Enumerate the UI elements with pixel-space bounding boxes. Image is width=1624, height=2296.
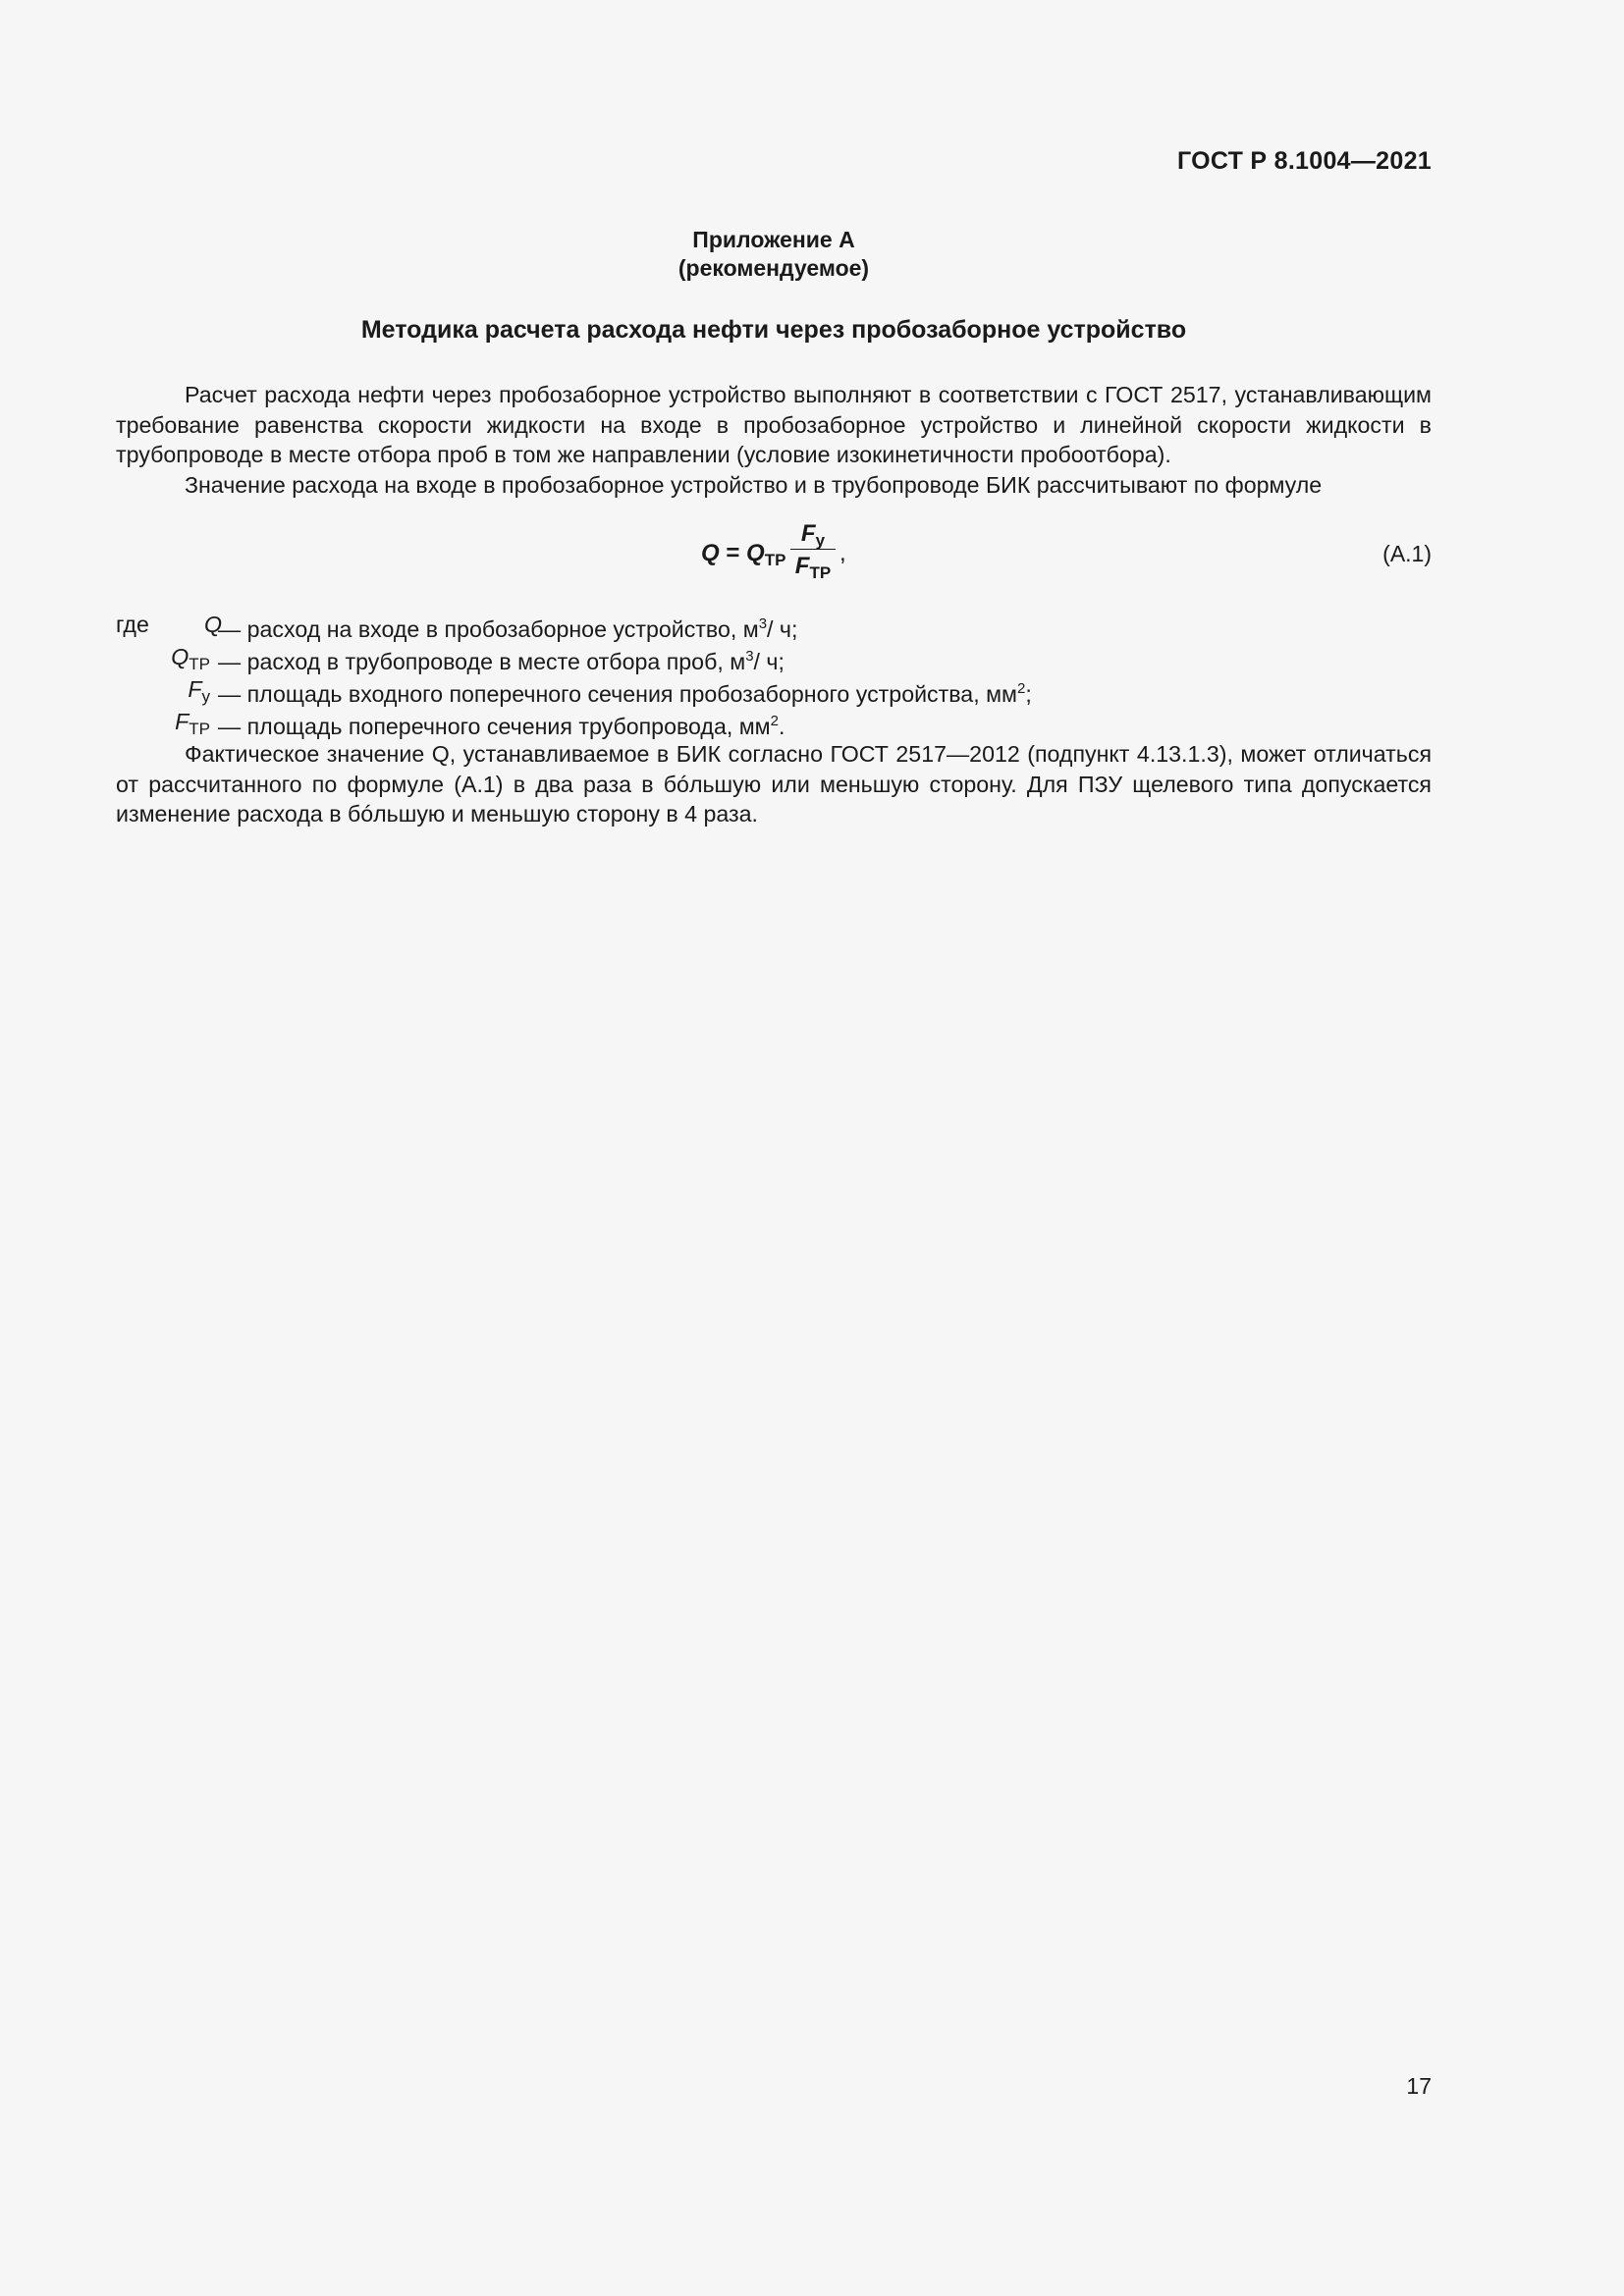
fraction-bar <box>790 549 836 550</box>
formula-q-subscript: ТР <box>764 551 786 569</box>
unit-superscript: 2 <box>770 713 779 729</box>
definition-item <box>116 610 1432 642</box>
symbol-subscript: ТР <box>189 720 210 738</box>
symbol-letter: F <box>188 676 202 702</box>
formula-den-symbol: F <box>794 553 810 579</box>
formula-num-symbol: F <box>800 520 816 547</box>
definition-description: — площадь входного поперечного сечения пробозаборного устройства, мм <box>218 681 1017 707</box>
definition-text <box>218 610 797 645</box>
unit-tail: / ч; <box>767 616 798 642</box>
paragraph-2: Значение расхода на входе в пробозаборное устройство и в трубопроводе БИК рассчитывают по формуле <box>185 471 1323 498</box>
paragraph-3: Фактическое значение Q, устанавливаемое в БИК согласно ГОСТ 2517—2012 (подпункт 4.13.1.3), может отличаться от рассчитанного по формуле (А.1) в два раза в бóльшую или меньшую сторону. Для ПЗУ щелевого типа допускается изменение расхода в бóльшую и меньшую сторону в 4 раза. <box>116 741 1432 827</box>
page-number: 17 <box>1406 2073 1432 2099</box>
formula-numerator <box>790 519 836 549</box>
formula-q-symbol: Q <box>746 540 765 566</box>
annex-label: Приложение А <box>692 227 855 252</box>
formula-den-subscript: ТР <box>809 563 832 582</box>
symbol-subscript: у <box>201 687 210 706</box>
paragraph-1: Расчет расхода нефти через пробозаборное устройство выполняют в соответствии с ГОСТ 2517, устанавливающим требование равенства скорости жидкости на входе в пробозаборное устройство и линейной скорости жидкости в трубопроводе в месте отбора проб в том же направлении (условие изокинетичности пробоотбора). <box>116 382 1432 467</box>
unit-tail: . <box>778 714 785 739</box>
equation-number: (А.1) <box>1382 541 1432 566</box>
annex-heading <box>116 226 1432 283</box>
annex-title: Методика расчета расхода нефти через пробозаборное устройство <box>360 316 1187 344</box>
formula-denominator <box>790 552 836 589</box>
symbol-letter: Q <box>203 612 222 637</box>
definitions-list <box>116 610 1432 739</box>
annex-status: (рекомендуемое) <box>677 255 870 281</box>
formula-comma: , <box>839 540 846 566</box>
where-word: где <box>116 612 149 637</box>
symbol-subscript: ТР <box>189 655 210 673</box>
unit-superscript: 3 <box>745 648 754 665</box>
definition-item <box>116 674 1432 707</box>
unit-superscript: 2 <box>1016 680 1026 697</box>
definition-symbol <box>175 707 210 745</box>
formula-num-subscript: у <box>815 531 826 550</box>
definition-description: — расход на входе в пробозаборное устройство, м <box>218 616 759 642</box>
symbol-letter: Q <box>171 644 189 669</box>
formula-equals: = <box>726 540 740 566</box>
definition-text <box>218 642 785 677</box>
formula-a1 <box>701 520 846 582</box>
formula-fraction <box>790 519 836 589</box>
definition-text <box>218 707 785 742</box>
unit-tail: / ч; <box>753 649 785 674</box>
formula-row <box>116 500 1432 610</box>
definition-text <box>218 674 1032 710</box>
formula-lhs: Q <box>701 540 720 566</box>
document-body <box>116 380 1432 829</box>
definition-description: — расход в трубопроводе в месте отбора проб, м <box>218 649 746 674</box>
standard-number: ГОСТ Р 8.1004—2021 <box>1176 147 1432 175</box>
unit-superscript: 3 <box>758 615 768 632</box>
symbol-letter: F <box>175 709 189 734</box>
definition-item <box>116 642 1432 674</box>
unit-tail: ; <box>1025 681 1032 707</box>
definition-description: — площадь поперечного сечения трубопровода, мм <box>218 714 771 739</box>
definition-item <box>116 707 1432 739</box>
